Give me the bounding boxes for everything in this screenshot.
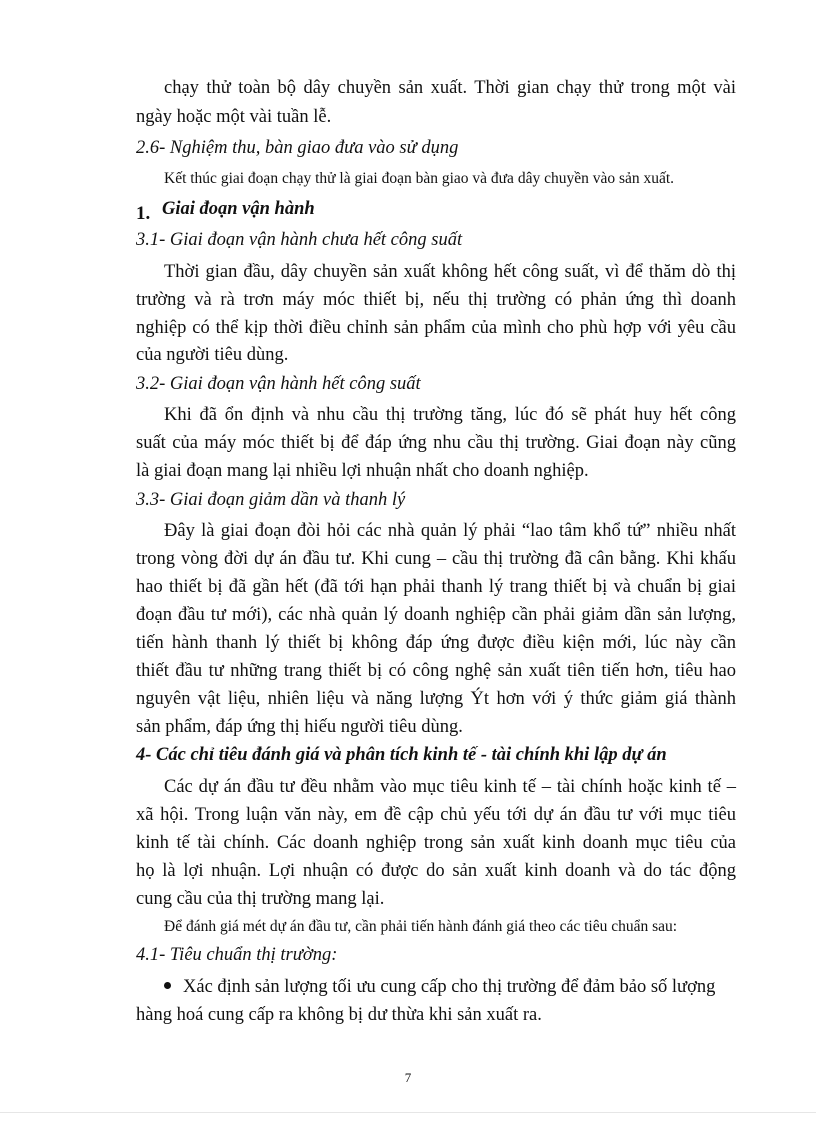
body-line: trong vòng đời dự án đầu tư. Khi cung – cầu thị trường đã cân bằng. Khi khấu xyxy=(136,549,736,569)
page-edge-divider xyxy=(0,1112,816,1113)
body-line: chạy thử toàn bộ dây chuyền sản xuất. Thời gian chạy thử trong một vài xyxy=(164,78,736,98)
body-line: nguyên vật liệu, nhiên liệu và năng lượng Ýt hơn với ý thức giảm giá thành xyxy=(136,689,736,709)
body-line: thiết đầu tư những trang thiết bị có công nghệ sản xuất tiên tiến hơn, tiêu hao xyxy=(136,661,736,681)
body-line: là giai đoạn mang lại nhiều lợi nhuận nhất cho doanh nghiệp. xyxy=(136,461,589,481)
body-line: Kết thúc giai đoạn chạy thử là giai đoạn bàn giao và đưa dây chuyền vào sản xuất. xyxy=(164,170,675,187)
heading-4: 4- Các chỉ tiêu đánh giá và phân tích kinh tế - tài chính khi lập dự án xyxy=(136,745,667,765)
body-line: đoạn đầu tư mới), các nhà quản lý doanh nghiệp cần phải giảm dần sản lượng, xyxy=(136,605,736,625)
subheading-4-1: 4.1- Tiêu chuẩn thị trường: xyxy=(136,945,338,965)
bullet-icon xyxy=(164,982,171,989)
body-line: nghiệp có thể kịp thời điều chỉnh sản phẩm của mình cho phù hợp với yêu cầu xyxy=(136,318,736,338)
body-line: Thời gian đầu, dây chuyền sản xuất không hết công suất, vì để thăm dò thị xyxy=(164,262,736,282)
body-line: tiến hành thanh lý thiết bị không đáp ứng được điều kiện mới, lúc này cần xyxy=(136,633,736,653)
body-line: Đây là giai đoạn đòi hỏi các nhà quản lý phải “lao tâm khổ tứ” nhiều nhất xyxy=(164,521,736,541)
body-line: hàng hoá cung cấp ra không bị dư thừa khi sản xuất ra. xyxy=(136,1005,542,1025)
body-line: họ là lợi nhuận. Lợi nhuận có được do sản xuất kinh doanh và do tác động xyxy=(136,861,736,881)
body-line: hao thiết bị đã gần hết (đã tới hạn phải thanh lý trang thiết bị và chuẩn bị giai xyxy=(136,577,736,597)
body-line: Để đánh giá mét dự án đầu tư, cần phải tiến hành đánh giá theo các tiêu chuẩn sau: xyxy=(164,918,678,935)
bullet-text: Xác định sản lượng tối ưu cung cấp cho thị trường để đảm bảo số lượng xyxy=(183,977,716,997)
subheading-3-2: 3.2- Giai đoạn vận hành hết công suất xyxy=(136,374,421,394)
subheading-3-1: 3.1- Giai đoạn vận hành chưa hết công suất xyxy=(136,230,463,250)
heading-3: Giai đoạn vận hành xyxy=(162,199,315,219)
page-number: 7 xyxy=(404,1070,412,1085)
body-line: Các dự án đầu tư đều nhằm vào mục tiêu kinh tế – tài chính hoặc kinh tế – xyxy=(164,777,736,797)
body-line: suất của máy móc thiết bị để đáp ứng nhu cầu thị trường. Giai đoạn này cũng xyxy=(136,433,736,453)
body-line: trường và rà trơn máy móc thiết bị, nếu thị trường có phản ứng thì doanh xyxy=(136,290,736,310)
body-line: ngày hoặc một vài tuần lễ. xyxy=(136,107,332,127)
body-line: cung cầu của thị trường mang lại. xyxy=(136,889,385,909)
body-line: kinh tế tài chính. Các doanh nghiệp trong sản xuất kinh doanh mục tiêu của xyxy=(136,833,736,853)
body-line: xã hội. Trong luận văn này, em đề cập chủ yếu tới dự án đầu tư với mục tiêu xyxy=(136,805,736,825)
subheading-3-3: 3.3- Giai đoạn giảm dần và thanh lý xyxy=(136,490,406,510)
bullet-item xyxy=(164,976,736,998)
body-line: của người tiêu dùng. xyxy=(136,345,289,365)
body-line: Khi đã ổn định và nhu cầu thị trường tăng, lúc đó sẽ phát huy hết công xyxy=(164,405,736,425)
subheading-2-6: 2.6- Nghiệm thu, bàn giao đưa vào sử dụng xyxy=(136,138,459,158)
body-line: sản phẩm, đáp ứng thị hiếu người tiêu dùng. xyxy=(136,717,463,737)
heading-number: 1. xyxy=(136,203,151,224)
